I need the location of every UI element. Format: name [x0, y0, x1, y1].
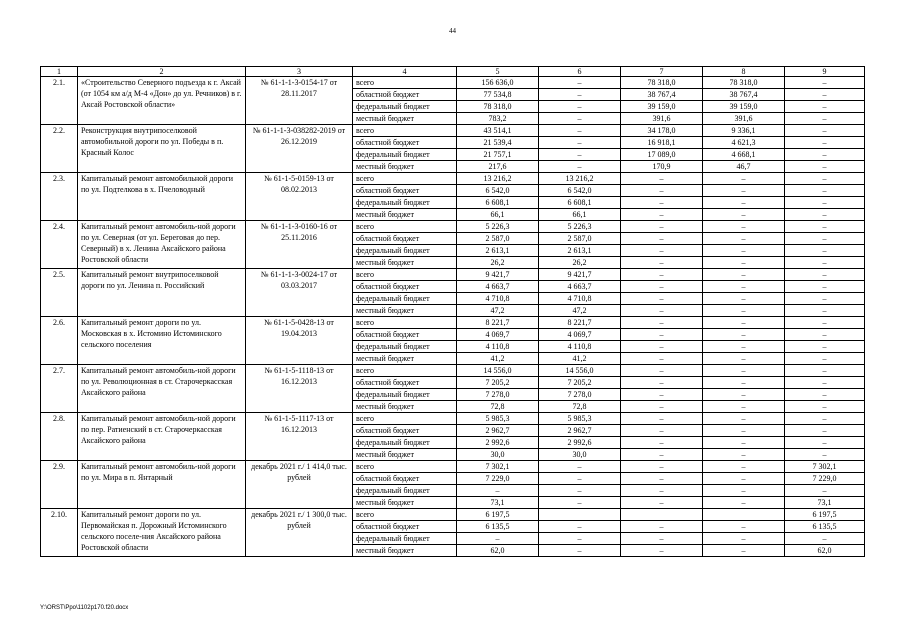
amount-cell: 7 302,1	[785, 461, 865, 473]
column-header: 3	[246, 67, 353, 77]
amount-cell: 78 318,0	[621, 77, 703, 89]
amount-cell: –	[621, 461, 703, 473]
amount-cell: –	[785, 329, 865, 341]
amount-cell: –	[785, 389, 865, 401]
column-number-row	[41, 67, 865, 77]
funding-source: местный бюджет	[353, 257, 457, 269]
project-number: 2.3.	[41, 173, 78, 221]
amount-cell: –	[785, 233, 865, 245]
amount-cell: 2 992,6	[457, 437, 539, 449]
amount-cell: 26,2	[539, 257, 621, 269]
amount-cell: 78 318,0	[457, 101, 539, 113]
amount-cell: –	[539, 89, 621, 101]
funding-source: федеральный бюджет	[353, 293, 457, 305]
amount-cell: 4 110,8	[539, 341, 621, 353]
amount-cell: 9 336,1	[703, 125, 785, 137]
amount-cell: 13 216,2	[457, 173, 539, 185]
amount-cell: –	[703, 461, 785, 473]
amount-cell: 4 663,7	[539, 281, 621, 293]
amount-cell	[703, 509, 785, 521]
amount-cell: –	[703, 521, 785, 533]
funding-source: всего	[353, 461, 457, 473]
funding-source: всего	[353, 509, 457, 521]
project-number: 2.2.	[41, 125, 78, 173]
funding-source: областной бюджет	[353, 281, 457, 293]
project-document: № 61-1-1-3-038282-2019 от 26.12.2019	[246, 125, 353, 173]
amount-cell: 6 197,5	[785, 509, 865, 521]
amount-cell: –	[621, 245, 703, 257]
amount-cell: –	[703, 377, 785, 389]
amount-cell: –	[703, 209, 785, 221]
amount-cell: –	[785, 89, 865, 101]
funding-source: местный бюджет	[353, 449, 457, 461]
project-number: 2.8.	[41, 413, 78, 461]
project-name: Капитальный ремонт автомобильной дороги по ул. Подтелкова в х. Пчеловодный	[78, 173, 246, 221]
budget-table	[40, 66, 865, 557]
project-document: № 61-1-5-0159-13 от 08.02.2013	[246, 173, 353, 221]
amount-cell: 34 178,0	[621, 125, 703, 137]
amount-cell: 4 069,7	[539, 329, 621, 341]
amount-cell: 2 613,1	[539, 245, 621, 257]
amount-cell: –	[785, 269, 865, 281]
amount-cell: 38 767,4	[703, 89, 785, 101]
funding-source: областной бюджет	[353, 425, 457, 437]
project-document: декабрь 2021 г./ 1 300,0 тыс. рублей	[246, 509, 353, 557]
amount-cell: 7 229,0	[785, 473, 865, 485]
amount-cell: –	[785, 125, 865, 137]
amount-cell: –	[703, 185, 785, 197]
amount-cell: –	[621, 293, 703, 305]
amount-cell: 17 089,0	[621, 149, 703, 161]
amount-cell: –	[785, 221, 865, 233]
funding-source: федеральный бюджет	[353, 245, 457, 257]
amount-cell: –	[621, 473, 703, 485]
amount-cell: –	[785, 101, 865, 113]
table-row	[41, 509, 865, 521]
amount-cell: –	[539, 149, 621, 161]
amount-cell: 14 556,0	[457, 365, 539, 377]
amount-cell: –	[621, 365, 703, 377]
amount-cell: –	[703, 341, 785, 353]
amount-cell: –	[539, 485, 621, 497]
amount-cell: –	[621, 281, 703, 293]
amount-cell: –	[621, 329, 703, 341]
funding-source: местный бюджет	[353, 161, 457, 173]
funding-source: федеральный бюджет	[353, 437, 457, 449]
table-row	[41, 77, 865, 89]
amount-cell: 14 556,0	[539, 365, 621, 377]
amount-cell: –	[621, 425, 703, 437]
amount-cell: 62,0	[457, 545, 539, 557]
funding-source: федеральный бюджет	[353, 485, 457, 497]
column-header: 8	[703, 67, 785, 77]
table-row	[41, 269, 865, 281]
funding-source: всего	[353, 221, 457, 233]
amount-cell: –	[703, 197, 785, 209]
amount-cell: –	[703, 545, 785, 557]
amount-cell: 39 159,0	[703, 101, 785, 113]
amount-cell: 72,8	[539, 401, 621, 413]
amount-cell: –	[703, 485, 785, 497]
amount-cell: 4 668,1	[703, 149, 785, 161]
amount-cell: 47,2	[457, 305, 539, 317]
funding-source: местный бюджет	[353, 209, 457, 221]
amount-cell: –	[785, 281, 865, 293]
amount-cell: 66,1	[457, 209, 539, 221]
amount-cell: –	[703, 425, 785, 437]
amount-cell: 2 613,1	[457, 245, 539, 257]
amount-cell: 4 710,8	[457, 293, 539, 305]
project-name: Капитальный ремонт дороги по ул. Московская в х. Истомино Истоминского сельского поселения	[78, 317, 246, 365]
amount-cell: –	[539, 137, 621, 149]
table-row	[41, 365, 865, 377]
amount-cell: –	[703, 389, 785, 401]
amount-cell: –	[703, 257, 785, 269]
project-document: № 61-1-5-0428-13 от 19.04.2013	[246, 317, 353, 365]
amount-cell: 62,0	[785, 545, 865, 557]
column-header: 6	[539, 67, 621, 77]
amount-cell: –	[621, 233, 703, 245]
project-document: № 61-1-1-3-0154-17 от 28.11.2017	[246, 77, 353, 125]
funding-source: областной бюджет	[353, 473, 457, 485]
amount-cell: 5 985,3	[457, 413, 539, 425]
amount-cell: –	[621, 197, 703, 209]
project-document: № 61-1-1-3-0160-16 от 25.11.2016	[246, 221, 353, 269]
amount-cell: –	[703, 317, 785, 329]
amount-cell: 30,0	[457, 449, 539, 461]
amount-cell: –	[621, 413, 703, 425]
amount-cell: –	[539, 125, 621, 137]
amount-cell: –	[539, 77, 621, 89]
amount-cell: 38 767,4	[621, 89, 703, 101]
amount-cell: –	[703, 173, 785, 185]
amount-cell: –	[785, 173, 865, 185]
amount-cell: 46,7	[703, 161, 785, 173]
funding-source: местный бюджет	[353, 113, 457, 125]
amount-cell: –	[621, 353, 703, 365]
amount-cell: 170,9	[621, 161, 703, 173]
amount-cell: –	[621, 317, 703, 329]
amount-cell: –	[539, 533, 621, 545]
funding-source: местный бюджет	[353, 305, 457, 317]
funding-source: местный бюджет	[353, 545, 457, 557]
amount-cell: 5 226,3	[539, 221, 621, 233]
amount-cell: 6 608,1	[539, 197, 621, 209]
column-header: 1	[41, 67, 78, 77]
funding-source: местный бюджет	[353, 497, 457, 509]
amount-cell: 4 710,8	[539, 293, 621, 305]
amount-cell: 2 587,0	[457, 233, 539, 245]
amount-cell: –	[785, 257, 865, 269]
project-number: 2.7.	[41, 365, 78, 413]
amount-cell: 72,8	[457, 401, 539, 413]
amount-cell: –	[785, 437, 865, 449]
amount-cell: –	[539, 497, 621, 509]
project-name: «Строительство Северного подъезда к г. Аксай (от 1054 км а/д М-4 «Дон» до ул. Речников) в г. Аксай Ростовской области»	[78, 77, 246, 125]
project-name: Капитальный ремонт дороги по ул. Первомайская п. Дорожный Истоминского сельского поселе-ния Аксайского района Ростовской области	[78, 509, 246, 557]
amount-cell: –	[621, 257, 703, 269]
table-row	[41, 317, 865, 329]
amount-cell	[621, 509, 703, 521]
amount-cell: 2 587,0	[539, 233, 621, 245]
column-header: 9	[785, 67, 865, 77]
amount-cell: –	[785, 77, 865, 89]
project-number: 2.1.	[41, 77, 78, 125]
amount-cell: –	[785, 401, 865, 413]
amount-cell: –	[703, 533, 785, 545]
funding-source: федеральный бюджет	[353, 197, 457, 209]
amount-cell: –	[785, 341, 865, 353]
amount-cell: –	[621, 269, 703, 281]
amount-cell: –	[703, 365, 785, 377]
amount-cell: 5 226,3	[457, 221, 539, 233]
amount-cell: –	[785, 485, 865, 497]
amount-cell: –	[539, 101, 621, 113]
amount-cell: 5 985,3	[539, 413, 621, 425]
amount-cell: 8 221,7	[539, 317, 621, 329]
amount-cell: 6 135,5	[785, 521, 865, 533]
amount-cell: –	[621, 389, 703, 401]
footer-file-path: Y:\ORST\Ppo\1102p170.f20.docx	[40, 605, 129, 611]
project-name: Капитальный ремонт автомобиль-ной дороги по ул. Мира в п. Янтарный	[78, 461, 246, 509]
table-row	[41, 125, 865, 137]
amount-cell: 7 205,2	[457, 377, 539, 389]
amount-cell: 26,2	[457, 257, 539, 269]
amount-cell: –	[457, 533, 539, 545]
amount-cell: 43 514,1	[457, 125, 539, 137]
funding-source: областной бюджет	[353, 185, 457, 197]
amount-cell: 156 636,0	[457, 77, 539, 89]
amount-cell: –	[785, 185, 865, 197]
project-document: № 61-1-1-3-0024-17 от 03.03.2017	[246, 269, 353, 317]
amount-cell: 9 421,7	[457, 269, 539, 281]
amount-cell: 217,6	[457, 161, 539, 173]
amount-cell: 2 962,7	[539, 425, 621, 437]
amount-cell: –	[785, 305, 865, 317]
funding-source: областной бюджет	[353, 329, 457, 341]
project-name: Реконструкция внутрипоселковой автомобильной дороги по ул. Победы в п. Красный Колос	[78, 125, 246, 173]
amount-cell: 6 542,0	[539, 185, 621, 197]
amount-cell: 66,1	[539, 209, 621, 221]
amount-cell: –	[703, 293, 785, 305]
amount-cell: 4 663,7	[457, 281, 539, 293]
amount-cell: –	[785, 377, 865, 389]
amount-cell: 21 539,4	[457, 137, 539, 149]
funding-source: всего	[353, 269, 457, 281]
funding-source: областной бюджет	[353, 377, 457, 389]
amount-cell: –	[621, 173, 703, 185]
page-number: 44	[449, 27, 456, 35]
amount-cell: 30,0	[539, 449, 621, 461]
funding-source: местный бюджет	[353, 401, 457, 413]
amount-cell: –	[703, 449, 785, 461]
amount-cell: –	[621, 497, 703, 509]
amount-cell: 41,2	[539, 353, 621, 365]
amount-cell: 78 318,0	[703, 77, 785, 89]
amount-cell: 16 918,1	[621, 137, 703, 149]
amount-cell: –	[785, 317, 865, 329]
amount-cell: 7 205,2	[539, 377, 621, 389]
funding-source: всего	[353, 365, 457, 377]
amount-cell: –	[703, 329, 785, 341]
funding-source: местный бюджет	[353, 353, 457, 365]
column-header: 7	[621, 67, 703, 77]
table-row	[41, 221, 865, 233]
project-name: Капитальный ремонт автомобиль-ной дороги по ул. Северная (от ул. Береговая до пер. Северный) в х. Ленина Аксайского района Ростовской области	[78, 221, 246, 269]
amount-cell: –	[539, 113, 621, 125]
amount-cell: 41,2	[457, 353, 539, 365]
amount-cell: 6 608,1	[457, 197, 539, 209]
funding-source: всего	[353, 413, 457, 425]
amount-cell: –	[703, 221, 785, 233]
table-row	[41, 173, 865, 185]
amount-cell: –	[785, 113, 865, 125]
amount-cell: 7 278,0	[539, 389, 621, 401]
amount-cell: –	[785, 533, 865, 545]
amount-cell: 13 216,2	[539, 173, 621, 185]
amount-cell: –	[785, 149, 865, 161]
amount-cell: –	[785, 197, 865, 209]
column-header: 4	[353, 67, 457, 77]
amount-cell: 2 992,6	[539, 437, 621, 449]
amount-cell: –	[785, 245, 865, 257]
funding-source: всего	[353, 125, 457, 137]
amount-cell: –	[703, 305, 785, 317]
amount-cell: –	[703, 437, 785, 449]
amount-cell: 7 229,0	[457, 473, 539, 485]
table-row	[41, 413, 865, 425]
project-number: 2.4.	[41, 221, 78, 269]
amount-cell: 6 197,5	[457, 509, 539, 521]
column-header: 5	[457, 67, 539, 77]
amount-cell: –	[621, 485, 703, 497]
funding-source: всего	[353, 77, 457, 89]
project-number: 2.9.	[41, 461, 78, 509]
amount-cell: –	[621, 449, 703, 461]
amount-cell: –	[621, 533, 703, 545]
amount-cell: 9 421,7	[539, 269, 621, 281]
amount-cell: –	[621, 521, 703, 533]
amount-cell: –	[621, 305, 703, 317]
amount-cell: 783,2	[457, 113, 539, 125]
project-document: декабрь 2021 г./ 1 414,0 тыс. рублей	[246, 461, 353, 509]
amount-cell: –	[703, 281, 785, 293]
amount-cell: –	[785, 353, 865, 365]
amount-cell: –	[703, 497, 785, 509]
funding-source: федеральный бюджет	[353, 101, 457, 113]
project-number: 2.10.	[41, 509, 78, 557]
amount-cell: 7 302,1	[457, 461, 539, 473]
amount-cell: –	[621, 209, 703, 221]
funding-source: всего	[353, 173, 457, 185]
table-body	[41, 77, 865, 557]
project-number: 2.5.	[41, 269, 78, 317]
amount-cell: –	[785, 161, 865, 173]
amount-cell: 77 534,8	[457, 89, 539, 101]
project-document: № 61-1-5-1118-13 от 16.12.2013	[246, 365, 353, 413]
table-row	[41, 461, 865, 473]
amount-cell: 73,1	[785, 497, 865, 509]
funding-source: областной бюджет	[353, 89, 457, 101]
amount-cell: –	[621, 221, 703, 233]
amount-cell: 21 757,1	[457, 149, 539, 161]
funding-source: федеральный бюджет	[353, 149, 457, 161]
amount-cell: 391,6	[703, 113, 785, 125]
amount-cell: –	[703, 353, 785, 365]
amount-cell: 4 621,3	[703, 137, 785, 149]
amount-cell: –	[457, 485, 539, 497]
funding-source: областной бюджет	[353, 521, 457, 533]
amount-cell: –	[785, 293, 865, 305]
amount-cell	[539, 509, 621, 521]
amount-cell: 4 110,8	[457, 341, 539, 353]
amount-cell: 2 962,7	[457, 425, 539, 437]
amount-cell: –	[703, 413, 785, 425]
amount-cell: –	[539, 545, 621, 557]
amount-cell: 391,6	[621, 113, 703, 125]
amount-cell: –	[785, 449, 865, 461]
amount-cell: –	[621, 437, 703, 449]
amount-cell: –	[539, 461, 621, 473]
project-number: 2.6.	[41, 317, 78, 365]
project-name: Капитальный ремонт автомобиль-ной дороги по ул. Революционная в ст. Старочеркасская Аксайского района	[78, 365, 246, 413]
funding-source: федеральный бюджет	[353, 389, 457, 401]
amount-cell: 39 159,0	[621, 101, 703, 113]
amount-cell: –	[621, 545, 703, 557]
funding-source: всего	[353, 317, 457, 329]
amount-cell: –	[539, 521, 621, 533]
amount-cell: 8 221,7	[457, 317, 539, 329]
project-name: Капитальный ремонт внутрипоселковой дороги по ул. Ленина п. Российский	[78, 269, 246, 317]
amount-cell: 4 069,7	[457, 329, 539, 341]
amount-cell: –	[621, 341, 703, 353]
amount-cell: –	[703, 473, 785, 485]
amount-cell: 6 542,0	[457, 185, 539, 197]
amount-cell: 73,1	[457, 497, 539, 509]
amount-cell: –	[785, 425, 865, 437]
funding-source: федеральный бюджет	[353, 533, 457, 545]
amount-cell: –	[785, 413, 865, 425]
funding-source: областной бюджет	[353, 137, 457, 149]
amount-cell: –	[539, 473, 621, 485]
project-name: Капитальный ремонт автомобиль-ной дороги по пер. Ратиенский в ст. Старочеркасская Аксайского района	[78, 413, 246, 461]
amount-cell: –	[785, 365, 865, 377]
amount-cell: –	[785, 209, 865, 221]
amount-cell: –	[621, 377, 703, 389]
amount-cell: –	[621, 185, 703, 197]
amount-cell: –	[539, 161, 621, 173]
funding-source: федеральный бюджет	[353, 341, 457, 353]
amount-cell: –	[703, 245, 785, 257]
amount-cell: –	[703, 269, 785, 281]
funding-source: областной бюджет	[353, 233, 457, 245]
project-document: № 61-1-5-1117-13 от 16.12.2013	[246, 413, 353, 461]
amount-cell: –	[785, 137, 865, 149]
amount-cell: 6 135,5	[457, 521, 539, 533]
amount-cell: –	[621, 401, 703, 413]
amount-cell: 7 278,0	[457, 389, 539, 401]
amount-cell: –	[703, 233, 785, 245]
amount-cell: –	[703, 401, 785, 413]
column-header: 2	[78, 67, 246, 77]
amount-cell: 47,2	[539, 305, 621, 317]
